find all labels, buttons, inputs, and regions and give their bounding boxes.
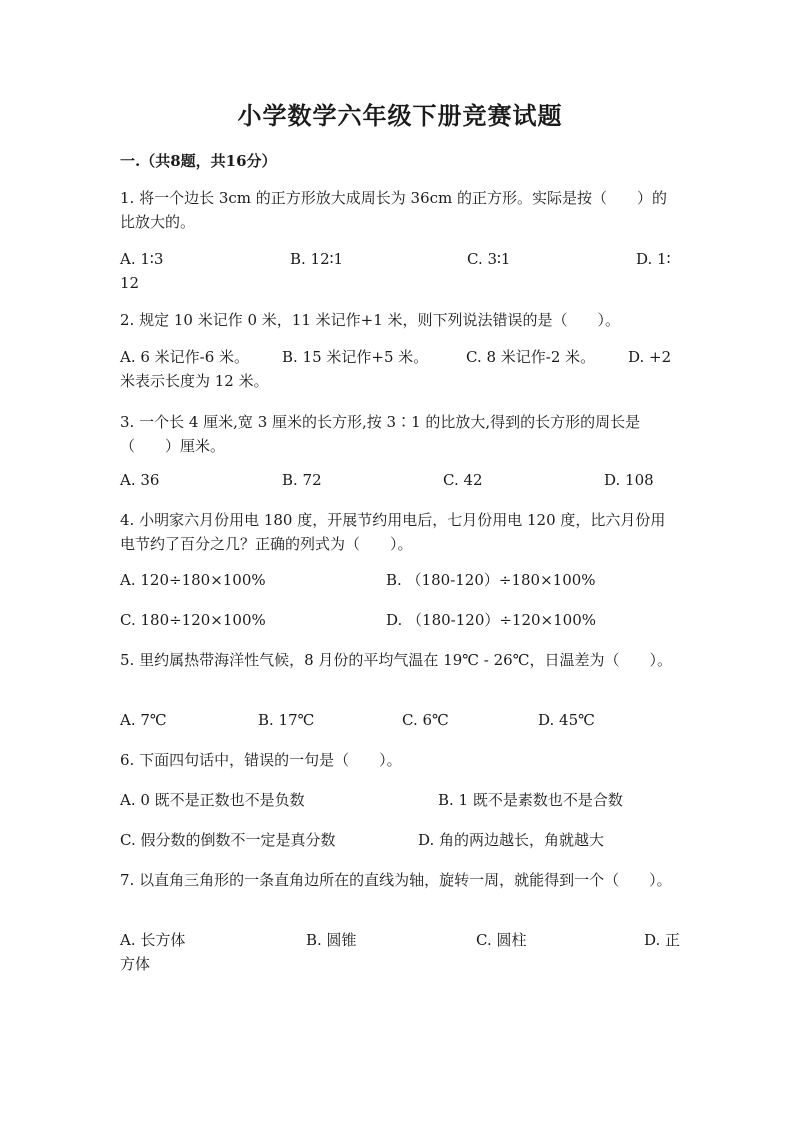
- question-7-option-b: B. 圆锥: [306, 931, 357, 949]
- question-6-option-b: B. 1 既不是素数也不是合数: [438, 791, 623, 809]
- question-5-option-d: D. 45℃: [538, 711, 595, 729]
- question-2-option-c: C. 8 米记作-2 米。: [466, 348, 596, 366]
- question-6-options-cd: [120, 828, 680, 852]
- section-heading: 一.（共8题，共16分）: [120, 152, 277, 170]
- question-4-options-cd: [120, 608, 680, 632]
- question-7-options: [120, 928, 680, 976]
- question-1-options: [120, 247, 680, 295]
- question-2-option-a: A. 6 米记作-6 米。: [120, 348, 250, 366]
- question-1-option-c: C. 3∶1: [467, 250, 511, 268]
- page-title: 小学数学六年级下册竞赛试题: [237, 101, 563, 130]
- question-5-option-c: C. 6℃: [402, 711, 449, 729]
- question-6-option-d: D. 角的两边越长，角就越大: [418, 831, 605, 849]
- question-7-stem: 7. 以直角三角形的一条直角边所在的直线为轴，旋转一周，就能得到一个（ ）。: [120, 871, 672, 889]
- question-2-option-d: D. +2: [628, 348, 672, 366]
- question-6-option-c: C. 假分数的倒数不一定是真分数: [120, 831, 336, 849]
- question-3-option-a: A. 36: [120, 471, 160, 489]
- question-4-option-a: A. 120÷180×100%: [120, 571, 266, 589]
- question-1-stem: 1. 将一个边长 3cm 的正方形放大成周长为 36cm 的正方形。实际是按（ ）的比放大的。: [120, 189, 668, 231]
- question-4-option-b: B. （180-120）÷180×100%: [386, 571, 596, 589]
- question-3-option-c: C. 42: [443, 471, 483, 489]
- question-1-option-d: D. 1∶: [636, 250, 671, 268]
- question-5-option-a: A. 7℃: [120, 711, 167, 729]
- question-4-stem: 4. 小明家六月份用电 180 度，开展节约用电后，七月份用电 120 度，比六月份用电节约了百分之几？正确的列式为（ ）。: [120, 511, 666, 553]
- question-2-option-d-continued: 米表示长度为 12 米。: [120, 372, 269, 390]
- question-5-option-b: B. 17℃: [258, 711, 315, 729]
- question-4-option-c: C. 180÷120×100%: [120, 611, 266, 629]
- question-4-options-ab: [120, 568, 680, 592]
- question-3-options: [120, 468, 680, 492]
- question-5-stem: 5. 里约属热带海洋性气候，8 月份的平均气温在 19℃ - 26℃，日温差为（ ）。: [120, 651, 673, 669]
- question-7-option-a: A. 长方体: [120, 931, 186, 949]
- question-6-options-ab: [120, 788, 680, 812]
- question-1-option-a: A. 1∶3: [120, 250, 164, 268]
- question-2-options: [120, 345, 680, 393]
- question-4-option-d: D. （180-120）÷120×100%: [386, 611, 597, 629]
- question-2-option-b: B. 15 米记作+5 米。: [282, 348, 429, 366]
- question-2-stem: 2. 规定 10 米记作 0 米，11 米记作+1 米，则下列说法错误的是（ ）。: [120, 311, 621, 329]
- question-7-option-c: C. 圆柱: [476, 931, 527, 949]
- question-3-option-d: D. 108: [604, 471, 654, 489]
- question-7-option-d: D. 正: [644, 931, 681, 949]
- question-3-stem: 3. 一个长 4 厘米,宽 3 厘米的长方形,按 3∶1 的比放大,得到的长方形的周长是（ ）厘米。: [120, 413, 641, 455]
- question-7-option-d-continued: 方体: [120, 955, 151, 973]
- question-3-option-b: B. 72: [282, 471, 322, 489]
- question-5-options: [120, 708, 680, 732]
- question-6-option-a: A. 0 既不是正数也不是负数: [120, 791, 305, 809]
- question-1-option-d-continued: 12: [120, 274, 140, 292]
- question-6-stem: 6. 下面四句话中，错误的一句是（ ）。: [120, 751, 402, 769]
- question-1-option-b: B. 12∶1: [290, 250, 344, 268]
